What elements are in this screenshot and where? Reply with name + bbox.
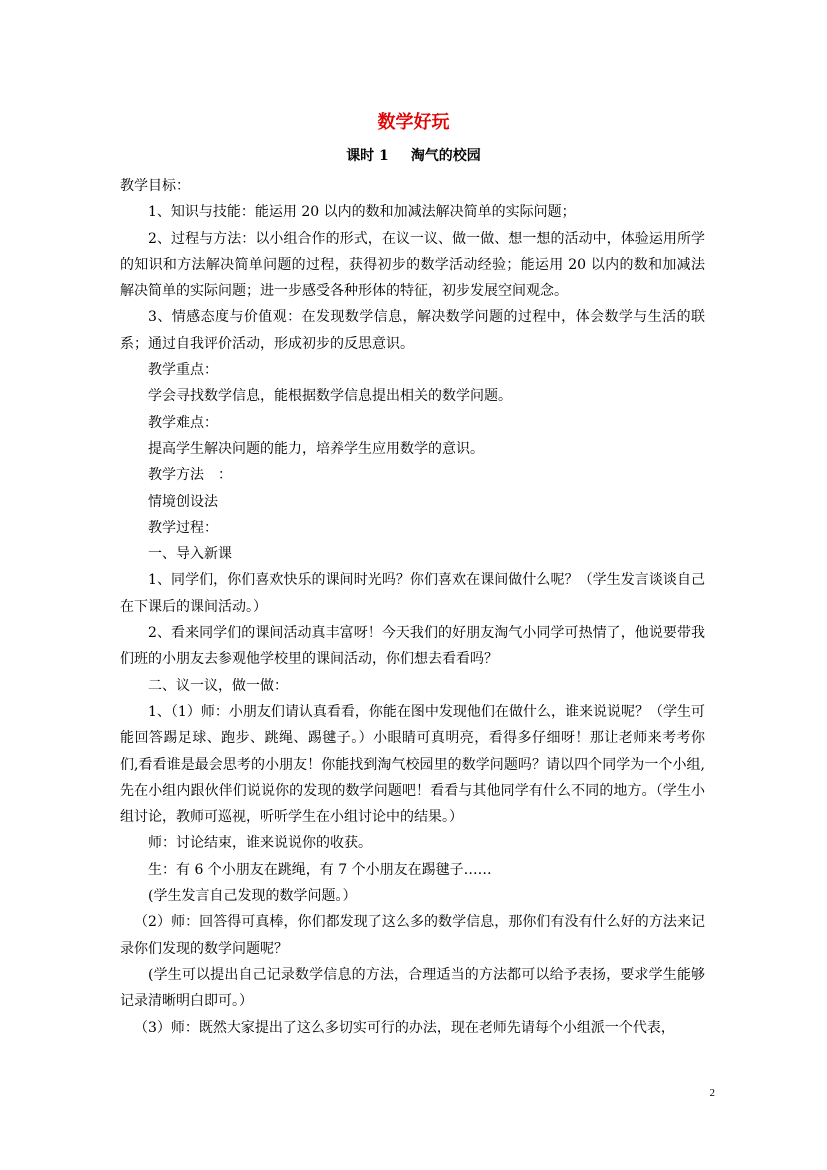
paragraph: 1、同学们，你们喜欢快乐的课间时光吗？你们喜欢在课间做什么呢？（学生发言谈谈自己在下课后的课间活动。）: [120, 572, 705, 615]
paragraph: 3、情感态度与价值观：在发现数学信息，解决数学问题的过程中，体会数学与生活的联系；通过自我评价活动，形成初步的反思意识。: [120, 309, 705, 352]
paragraph: 教学方法 ：: [148, 467, 232, 484]
paragraph: (学生可以提出自己记录数学信息的方法，合理适当的方法都可以给予表扬，要求学生能够记录清晰明白即可。）: [120, 966, 705, 1010]
paragraph: 1、（1）师：小朋友们请认真看看，你能在图中发现他们在做什么，谁来说说呢？（学生可能回答踢足球、跑步、跳绳、踢毽子。）小眼睛可真明亮，看得多仔细呀！那让老师来考考你们,看看谁是最会思考的小朋友！你能找到淘气校园里的数学问题吗？请以四个同学为一个小组,先在小组内跟伙伴们说说你的发现的数学问题吧！看看与其他同学有什么不同的地方。（学生小组讨论，教师可巡视，听听学生在小组讨论中的结果。）: [120, 703, 705, 826]
lesson-heading: [0, 146, 827, 166]
paragraph: 教学目标：: [120, 178, 190, 194]
paragraph: 教学过程：: [148, 519, 218, 536]
paragraph: 2、过程与方法：以小组合作的形式，在议一议、做一做、想一想的活动中，体验运用所学的知识和方法解决简单问题的过程，获得初步的数学活动经验；能运用 20 以内的数和加减法解决简单的实际问题；进一步感受各种形体的特征，初步发展空间观念。: [120, 230, 705, 300]
lesson-number: 课时 1: [346, 148, 389, 164]
paragraph: 一、导入新课: [148, 546, 232, 563]
paragraph: （2）师：回答得可真棒，你们都发现了这么多的数学信息，那你们有没有什么好的方法来记录你们发现的数学问题呢？: [120, 914, 705, 957]
document-title: 数学好玩: [377, 112, 450, 133]
paragraph: 教学重点：: [148, 362, 218, 379]
page-number: 2: [709, 1087, 715, 1099]
paragraph: 二、议一议，做一做：: [148, 677, 288, 694]
paragraph: 师：讨论结束，谁来说说你的收获。: [148, 835, 372, 852]
paragraph: (学生发言自己发现的数学问题。）: [148, 888, 357, 905]
document-body: [120, 173, 705, 1041]
paragraph: 2、看来同学们的课间活动真丰富呀！今天我们的好朋友淘气小同学可热情了，他说要带我们班的小朋友去参观他学校里的课间活动，你们想去看看吗？: [120, 625, 705, 668]
paragraph: 提高学生解决问题的能力，培养学生应用数学的意识。: [148, 440, 484, 457]
paragraph: （3）师：既然大家提出了这么多切实可行的办法，现在老师先请每个小组派一个代表，: [134, 1019, 675, 1036]
paragraph: 学会寻找数学信息，能根据数学信息提出相关的数学问题。: [148, 388, 512, 405]
paragraph: 教学难点：: [148, 414, 218, 431]
paragraph: 生：有 6 个小朋友在跳绳，有 7 个小朋友在踢毽子……: [148, 861, 492, 878]
paragraph: 1、知识与技能：能运用 20 以内的数和加减法解决简单的实际问题；: [148, 204, 576, 221]
lesson-name: 淘气的校园: [410, 148, 481, 164]
paragraph: 情境创设法: [148, 493, 218, 510]
